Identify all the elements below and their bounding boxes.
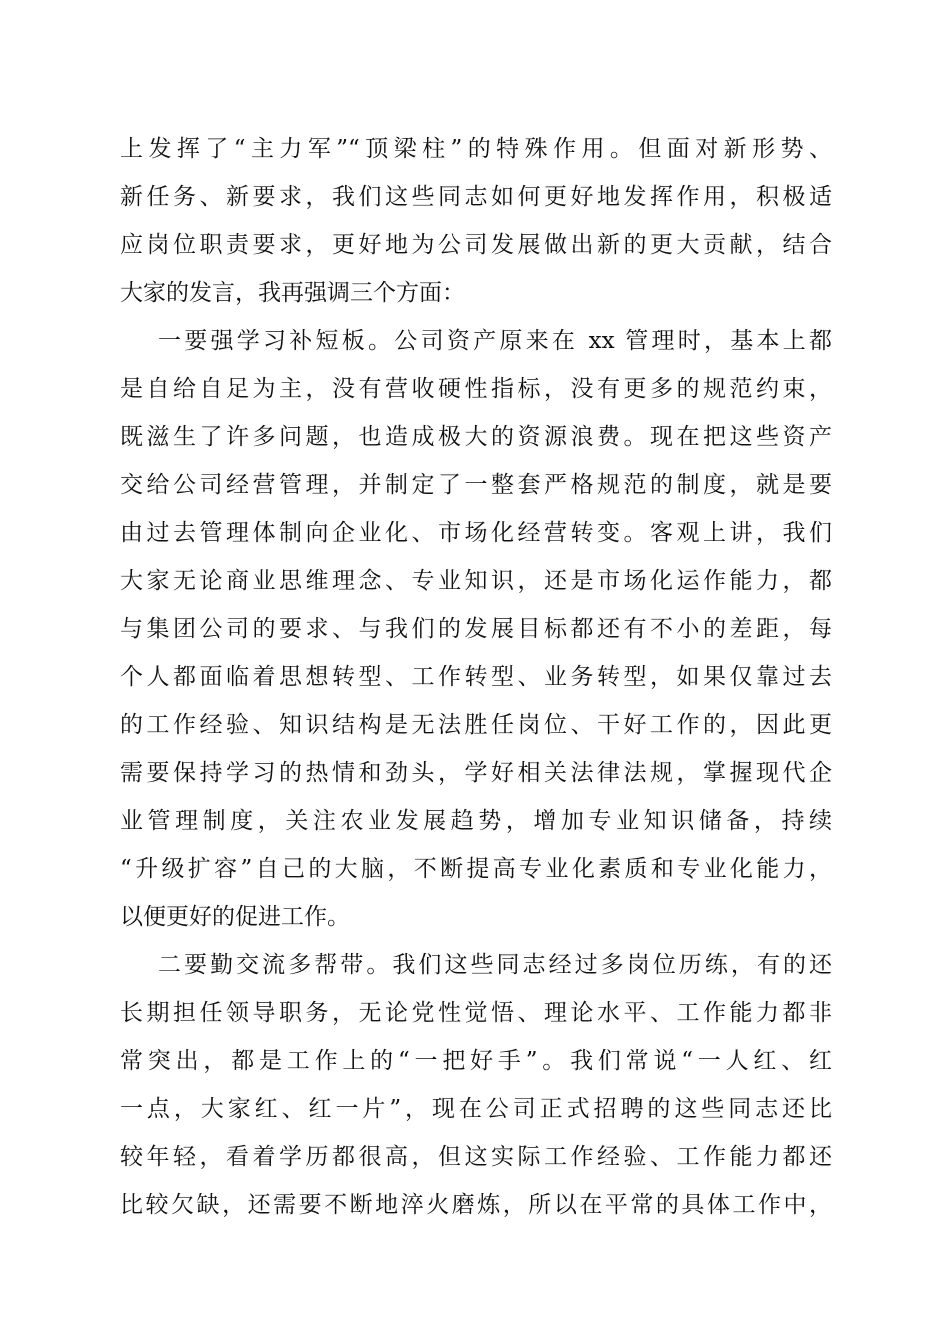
text-line: 以便更好的促进工作。: [120, 904, 350, 930]
text-line: 是自给自足为主，没有营收硬性指标，没有更多的规范约束，: [120, 376, 832, 402]
text-line: 大家的发言，我再强调三个方面：: [120, 280, 465, 306]
text-line: 大家无论商业思维理念、专业知识，还是市场化运作能力，都: [120, 568, 832, 594]
text-line: 较年轻，看着学历都很高，但这实际工作经验、工作能力都还: [120, 1144, 832, 1170]
text-line: 交给公司经营管理，并制定了一整套严格规范的制度，就是要: [120, 472, 832, 498]
paragraph-heading-line: 一要强学习补短板。公司资产原来在 xx 管理时，基本上都: [158, 328, 832, 354]
text-line: “升级扩容”自己的大脑，不断提高专业化素质和专业化能力，: [120, 856, 832, 882]
text-line: 由过去管理体制向企业化、市场化经营转变。客观上讲，我们: [120, 520, 832, 546]
text-line: 既滋生了许多问题，也造成极大的资源浪费。现在把这些资产: [120, 424, 832, 450]
text-line: 需要保持学习的热情和劲头，学好相关法律法规，掌握现代企: [120, 760, 832, 786]
text-line: 一点，大家红、红一片”，现在公司正式招聘的这些同志还比: [120, 1096, 832, 1122]
body-text: [120, 125, 832, 1229]
text-line: 比较欠缺，还需要不断地淬火磨炼，所以在平常的具体工作中，: [120, 1192, 832, 1218]
text-line: 新任务、新要求，我们这些同志如何更好地发挥作用，积极适: [120, 184, 832, 210]
text-line: 与集团公司的要求、与我们的发展目标都还有不小的差距，每: [120, 616, 832, 642]
text-line: 业管理制度，关注农业发展趋势，增加专业知识储备，持续: [120, 808, 832, 834]
paragraph-heading-line: 二要勤交流多帮带。我们这些同志经过多岗位历练，有的还: [158, 952, 832, 978]
text-line: 常突出，都是工作上的“一把好手”。我们常说“一人红、红: [120, 1048, 832, 1074]
text-line: 上发挥了“主力军”“顶梁柱”的特殊作用。但面对新形势、: [120, 136, 832, 162]
text-line: 的工作经验、知识结构是无法胜任岗位、干好工作的，因此更: [120, 712, 832, 738]
text-line: 长期担任领导职务，无论党性觉悟、理论水平、工作能力都非: [120, 1000, 832, 1026]
text-line: 应岗位职责要求，更好地为公司发展做出新的更大贡献，结合: [120, 232, 832, 258]
text-line: 个人都面临着思想转型、工作转型、业务转型，如果仅靠过去: [120, 664, 832, 690]
